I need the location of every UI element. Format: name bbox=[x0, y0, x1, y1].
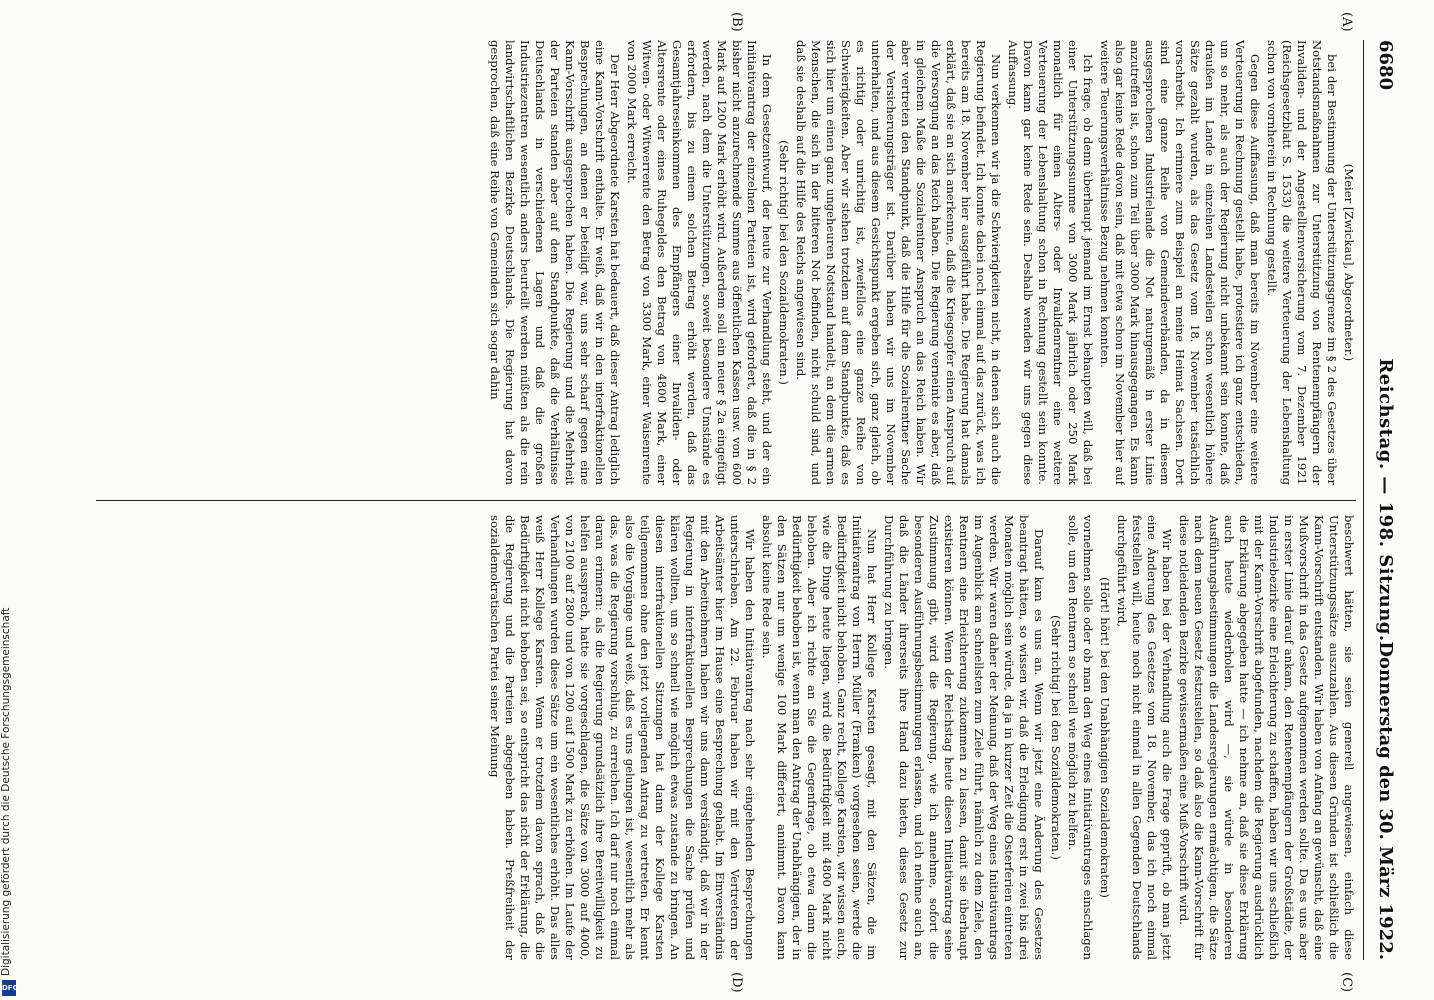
session-date: Donnerstag den 30. März 1922. bbox=[1375, 641, 1396, 960]
speaker-line: (Meier [Zwickau], Abgeordneter.) bbox=[1342, 163, 1356, 362]
margin-marker-c: (C) bbox=[1339, 972, 1354, 993]
paragraph: Gegen diese Auffassung, daß man bereits im November eine weitere Verteuerung in Rechnung gestellt habe, protestiere ich ganz entschieden, um so mehr, als auch der Regierung nicht unbekannt sein konnte, daß draußen im Lande in einzelnen Landesteilen schon wesentlich höhere Sätze gezahlt wurden, als das Gesetz vom 18. November tatsächlich vorschreibt. Ich erinnere zum Beispiel an meine Heimat Sachsen. Dort sind eine ganze Reihe von Gemeindeverbänden, da in diesem ausgesprochenen Industrielande die Not naturgemäß in erster Linie anzutreffen ist, schon zum Teil über 3000 Mark hinausgegangen. Es kann also gar keine Rede davon sein, daß mit etwa schon im November hier auf weitere Teuerungsverhältnisse Bezug nehmen konnten. bbox=[1098, 40, 1262, 485]
interjection: (Hört! hört! bei den Unabhängigen Sozialdemokraten) bbox=[1098, 577, 1112, 898]
interjection: (Sehr richtig! bei den Sozialdemokraten.) bbox=[1049, 615, 1063, 860]
credit-text: Digitalisierung gefördert durch die Deutsche Forschungsgemeinschaft bbox=[0, 607, 12, 976]
paragraph: Der Herr Abgeordnete Karsten hat bedauert, daß dieser Antrag lediglich eine Kann-Vorschrift enthalte. Er weiß, daß wir in den interfraktionellen Besprechungen, an denen er beteiligt war, uns sehr scharf gegen eine Kann-Vorschrift ausgesprochen haben. Die Regierung und die Mehrheit der Parteien standen aber auf dem Standpunkte, daß die Verhältnisse Deutschlands in verschiedenen Lagen und daß die großen Industriezentren wesentlich anders beurteilt werden müßten als die rein landwirtschaftlichen Bezirke Deutschlands. Die Regierung hat davon gesprochen, daß eine Reihe von Gemeinden sich sogar dahin bbox=[488, 40, 622, 485]
margin-marker-a: (A) bbox=[1339, 12, 1354, 32]
session-title: Reichstag. — 198. Sitzung. bbox=[1375, 358, 1396, 642]
margin-marker-d: (D) bbox=[729, 972, 744, 993]
column-divider bbox=[96, 500, 1356, 501]
paragraph: Nun hat Herr Kollege Karsten gesagt, mit den Sätzen, die im Initiativantrag von Herrn Müller (Franken) vorgesehen seien, werde die Bedürftigkeit nicht behoben. Ganz recht, Kollege Karsten, wir wissen auch, wie die Dinge heute liegen, wird die Bedürftigkeit mit 4800 Mark nicht behoben. Aber ich richte an Sie die Gegenfrage, ob etwa dann die Bedürftigkeit behoben ist, wenn man den Antrag der Unabhängigen, der in den Sätzen nur um wenige 100 Mark differiert, annimmt. Davon kann absolut keine Rede sein. bbox=[760, 515, 879, 960]
paragraph: Nun verkennen wir ja die Schwierigkeiten nicht, in denen sich auch die Regierung befindet. Ich konnte dabei noch einmal auf das zurück, was ich bereits am 18. November hier ausgeführt habe. Die Regierung hat damals erklärt, daß sie an sich anerkenne, daß die Kriegsopfer einen Anspruch auf die Versorgung an das Reich haben. Die Regierung verneinte es aber, daß in gleichem Maße die Sozialrentner Anspruch an das Reich haben. Wir aber vertreten den Standpunkt, daß die Hilfe für die Sozialrentner Sache der Versicherungsträger ist. Darüber haben wir uns im November unterhalten, und aus diesem Gesichtspunkt ergeben sich, ganz gleich, ob es richtig oder unrichtig ist, zweifellos eine ganze Reihe von Schwierigkeiten. Aber wir stehen trotzdem auf dem Standpunkte, daß es sich hier um einen ganz ungeheuren Notstand handelt, an dem die armen Menschen, die sich in der bitteren Not befinden, nicht schuld sind, und daß sie deshalb auf die Hilfe des Reichs angewiesen sind. bbox=[794, 40, 1003, 485]
interjection: (Sehr richtig! bei den Sozialdemokraten.) bbox=[777, 140, 791, 385]
page-header bbox=[1364, 40, 1404, 960]
digitization-credit bbox=[0, 10, 19, 1000]
paragraph: Ich frage, ob denn überhaupt jemand im Ernst behaupten will, daß bei einer Unterstützungssumme von 3000 Mark jährlich oder 250 Mark monatlich für einen Alters- oder Invalidenrentner eine weitere Verteuerung der Lebenshaltung schon in Rechnung gestellt sein konnte. Davon kann gar keine Rede sein. Deshalb wenden wir uns gegen diese Auffassung. bbox=[1006, 40, 1095, 485]
paragraph: beschwert hätten, sie seien generell angewiesen, einfach diese Unterstützungssätze auszuzahlen. Aus diesen Gründen ist schließlich die Kann-Vorschrift entstanden. Wir haben von Anfang an gewünscht, daß eine Mußvorschrift in das Gesetz aufgenommen werden sollte. Da es uns aber in erster Linie darauf ankam, den Rentenempfängern der Großstädte, der Industriebezirke eine Erleichterung zu schaffen, haben wir uns schließlich mit der Kann-Vorschrift abgefunden, nachdem die Regierung ausdrücklich die Erklärung abgegeben hatte — ich nehme an, daß sie diese Erklärung auch heute wiederholen wird —, sie würde in besonderen Ausführungsbestimmungen die Landesregierungen ermächtigen, die Sätze nach dem neuen Gesetz festzustellen, so daß also die Kann-Vorschrift für diese notleidenden Bezirke gewissermaßen eine Muß-Vorschrift wird. bbox=[1177, 515, 1356, 960]
margin-marker-b: (B) bbox=[729, 12, 744, 32]
paragraph: Wir haben den Initiativantrag nach sehr eingehenden Besprechungen unterschrieben. Am 22. Februar haben wir mit den Vertretern der Arbeitsämter hier im Hause eine Besprechung gehabt. Im Einverständnis mit den Arbeitnehmern haben wir uns dann verständigt, daß wir in der Regierung in interfraktionellen Besprechungen die Sache prüfen und klären wollten, um so schnell wie möglich etwas zustande zu bringen. An diesen interfraktionellen Sitzungen hat dann der Kollege Karsten teilgenommen ohne den jetzt vorliegenden Antrag zu vertreten. Er kennt also die Vorgänge und weiß, daß es uns gelungen ist, wesentlich mehr als das, was die Regierung vorschlug, zu erreichen. Ich darf nur noch einmal daran erinnern: als die Regierung grundsätzlich ihre Bereitwilligkeit zu helfen aussprach, hatte sie vorgeschlagen, die Sätze von 3000 auf 4000, von 2100 auf 2800 und von 1200 auf 1500 Mark zu erhöhen. Im Laufe der Verhandlungen wurden diese Sätze um ein wesentliches erhöht. Das alles weiß Herr Kollege Karsten. Wenn er trotzdem davon sprach, daß die Bedürftigkeit nicht behoben sei, so entspricht das nicht der Erklärung, die die Regierung und die Parteien abgegeben haben. Preßfreiheit der sozialdemokratischen Partei seiner Meinung bbox=[488, 515, 757, 960]
dfg-logo: DFG bbox=[2, 980, 16, 996]
right-column bbox=[96, 515, 1356, 960]
header-rule bbox=[1363, 40, 1364, 960]
paragraph: In dem Gesetzentwurf, der heute zur Verhandlung steht, und der ein Initiativantrag der einzelnen Parteien ist, wird gefordert, daß die in § 2 bisher nicht anzurechnende Summe aus öffentlichen Kassen usw. von 600 Mark auf 1200 Mark erhöht wird. Außerdem soll ein neuer § 2a eingefügt werden, nach dem die Unterstützungen, soweit besondere Umstände es erfordern, bis zu einem solchen Betrag erhöht werden, daß das Gesamtjahreseinkommen des Empfängers einer Invaliden- oder Altersrente oder eines Ruhegeldes den Betrag von 4800 Mark, einer Witwen- oder Witwerrente den Betrag von 3300 Mark, einer Waisenrente von 2000 Mark erreicht. bbox=[625, 40, 774, 485]
left-column bbox=[96, 40, 1356, 485]
paragraph: vornehmen solle oder ob man den Weg eines Initiativantrages einschlagen solle, um den Rentnern so schnell wie möglich zu helfen. bbox=[1066, 515, 1095, 960]
page-number: 6680 bbox=[1375, 40, 1396, 91]
paragraph: Darauf kam es uns an. Wenn wir jetzt eine Änderung des Gesetzes beantragt hätten, so wissen wir, daß die Erledigung erst in zwei bis drei Monaten möglich sein würde, da ja in kurzer Zeit die Osterferien eintreten werden. Wir waren daher der Meinung, daß der Weg eines Initiativantrags im Augenblick am schnellsten zum Ziele führt, nämlich zu dem Ziele, den Rentnern eine Erleichterung zukommen zu lassen, damit sie überhaupt existieren können. Wenn der Reichstag heute diesen Initiativantrag seine Zustimmung gibt, wird die Regierung, wie ich annehme, sofort die besonderen Ausführungsbestimmungen erlassen, und ich nehme auch an, daß die Länder ihrerseits ihre Hand dazu bieten, dieses Gesetz zur Durchführung zu bringen. bbox=[882, 515, 1046, 960]
paragraph: bei der Bestimmung der Unterstützungsgrenze im § 2 des Gesetzes über Notstandsmaßnahmen zur Unterstützung von Rentenempfängern der Invaliden- und der Angestelltenversicherung vom 7. Dezember 1921 (Reichsgesetzblatt S. 1533) die weitere Verteuerung der Lebenshaltung schon von vornherein in Rechnung gestellt. bbox=[1265, 40, 1339, 485]
paragraph: Wir haben bei der Verhandlung auch die Frage geprüft, ob man jetzt eine Änderung des Gesetzes vom 18. November, das ich noch einmal feststellen will, heute noch nicht einmal in allen Gegenden Deutschlands durchgeführt wird, bbox=[1115, 515, 1174, 960]
